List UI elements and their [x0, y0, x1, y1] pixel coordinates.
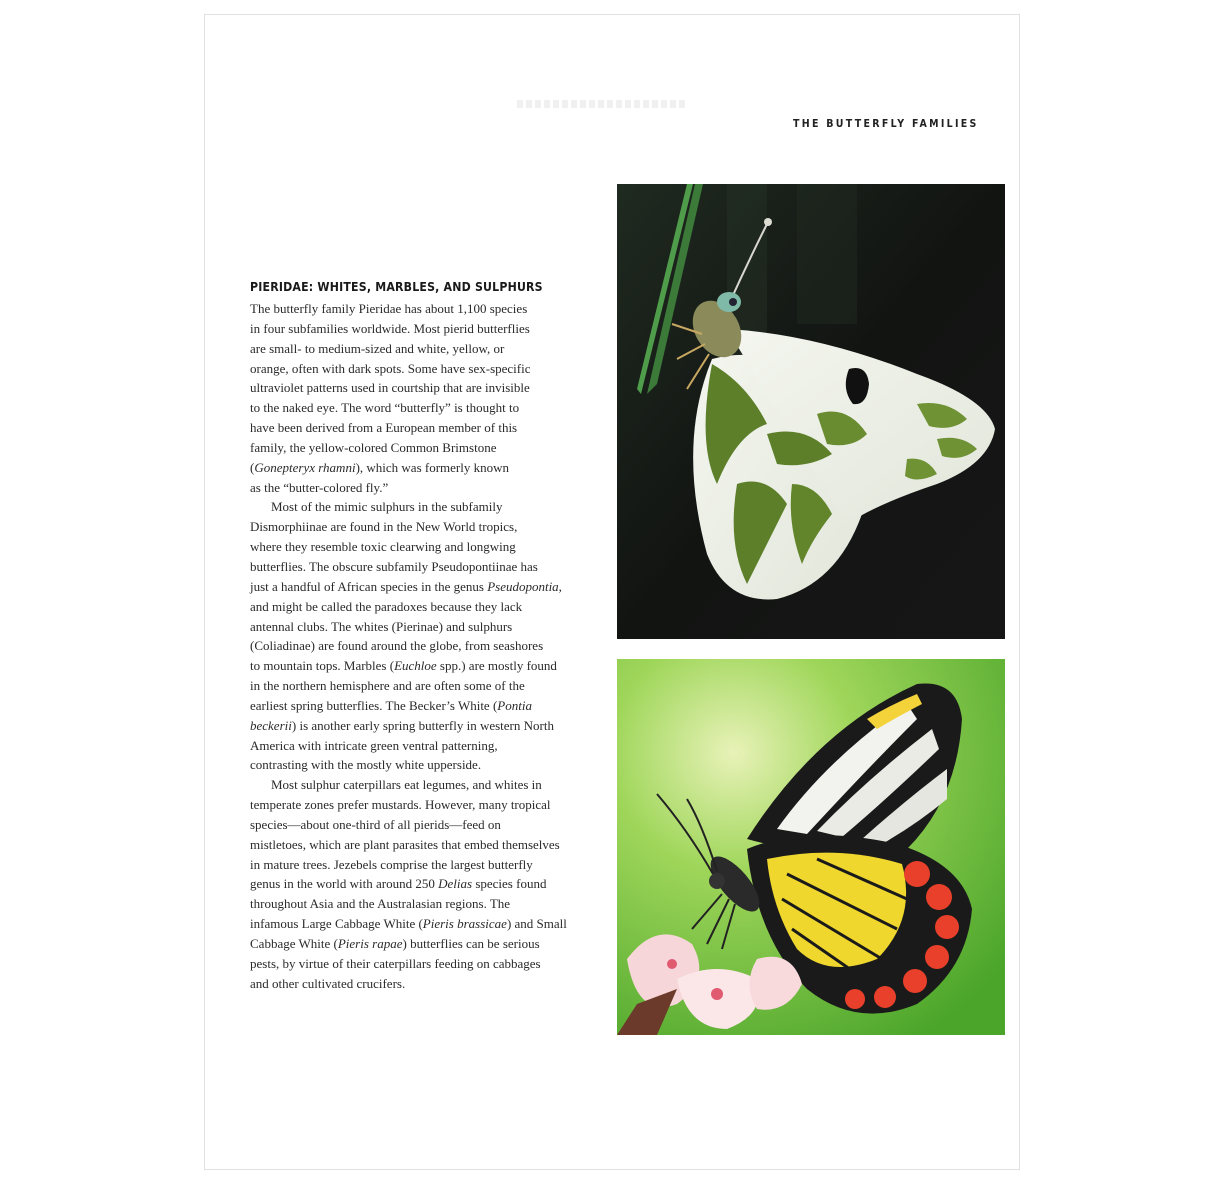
- text-run: butterflies. The obscure subfamily Pseudopontiinae has: [250, 558, 538, 574]
- section-heading: PIERIDAE: WHITES, MARBLES, AND SULPHURS: [250, 280, 543, 294]
- body-line: [250, 398, 555, 418]
- body-line: [250, 438, 555, 458]
- body-line: [250, 497, 555, 517]
- running-head: THE BUTTERFLY FAMILIES: [793, 118, 979, 130]
- text-run: America with intricate green ventral patterning,: [250, 737, 498, 753]
- body-line: [250, 617, 555, 637]
- text-run: Most sulphur caterpillars eat legumes, and whites in: [271, 777, 542, 793]
- body-line: [250, 517, 555, 537]
- text-run: just a handful of African species in the genus: [250, 578, 488, 594]
- text-run: to mountain tops. Marbles (: [250, 658, 395, 674]
- text-run: and other cultivated crucifers.: [250, 975, 406, 991]
- body-line: [250, 359, 555, 379]
- text-run: throughout Asia and the Australasian regions. The: [250, 896, 511, 912]
- body-line: [250, 954, 555, 974]
- text-run: temperate zones prefer mustards. However, many tropical: [250, 797, 551, 813]
- text-run: antennal clubs. The whites (Pierinae) and sulphurs: [250, 618, 513, 634]
- text-run: (: [250, 459, 255, 475]
- text-run: The butterfly family Pieridae has about 1,100 species: [250, 301, 528, 316]
- body-line: [250, 815, 555, 835]
- italic-term: Pieris brassicae: [422, 916, 507, 932]
- text-run: ) and Small: [506, 916, 567, 932]
- text-run: Dismorphiinae are found in the New World tropics,: [250, 519, 518, 535]
- book-page: [204, 14, 1020, 1170]
- text-run: Cabbage White (: [250, 936, 338, 951]
- body-line: [250, 339, 555, 359]
- text-run: genus in the world with around 250: [250, 876, 439, 892]
- body-line: [250, 577, 562, 597]
- body-line: [250, 319, 555, 339]
- body-line: [250, 874, 555, 894]
- body-line: [250, 636, 555, 656]
- text-run: are small- to medium-sized and white, yellow, or: [250, 340, 505, 356]
- text-run: species found: [472, 876, 547, 892]
- body-line: [250, 894, 555, 914]
- text-run: have been derived from a European member of this: [250, 420, 518, 436]
- body-line: [250, 378, 555, 398]
- body-line: [250, 716, 555, 736]
- text-run: earliest spring butterflies. The Becker’s White (: [250, 697, 498, 713]
- text-run: pests, by virtue of their caterpillars feeding on cabbages: [250, 955, 541, 971]
- body-line: [250, 974, 555, 994]
- body-line: [250, 914, 567, 934]
- body-line: [250, 775, 555, 795]
- text-run: Most of the mimic sulphurs in the subfamily: [271, 499, 503, 515]
- body-line: [250, 557, 555, 577]
- body-line: [250, 736, 555, 756]
- article: [250, 280, 567, 994]
- italic-term: Gonepteryx rhamni: [254, 459, 356, 475]
- text-run: where they resemble toxic clearwing and longwing: [250, 539, 516, 555]
- body-line: [250, 597, 555, 617]
- photo-jezebel-butterfly: [617, 659, 1005, 1035]
- text-run: orange, often with dark spots. Some have sex-specific: [250, 360, 531, 376]
- text-run: ), which was formerly known: [355, 459, 509, 475]
- text-run: spp.) are mostly found: [436, 658, 557, 674]
- body-line: [250, 696, 555, 716]
- body-line: [250, 478, 555, 498]
- text-run: as the “butter-colored fly.”: [250, 479, 389, 495]
- body-line: [250, 755, 555, 775]
- italic-term: Euchloe: [394, 658, 437, 674]
- body-line: [250, 537, 555, 557]
- text-run: ultraviolet patterns used in courtship that are invisible: [250, 380, 530, 396]
- body-line: [250, 458, 555, 478]
- body-text: [250, 299, 567, 994]
- text-run: in four subfamilies worldwide. Most pierid butterflies: [250, 320, 530, 336]
- text-run: to the naked eye. The word “butterfly” is thought to: [250, 400, 520, 416]
- italic-term: Delias: [438, 876, 473, 892]
- body-line: [250, 795, 555, 815]
- text-run: ) butterflies can be serious: [402, 936, 540, 951]
- text-run: contrasting with the mostly white upperside.: [250, 757, 482, 773]
- body-line: [250, 299, 555, 319]
- italic-term: Pontia: [497, 697, 532, 713]
- text-run: ) is another early spring butterfly in western North: [291, 717, 554, 733]
- body-line: [250, 656, 555, 676]
- text-run: mistletoes, which are plant parasites that embed themselves: [250, 836, 560, 852]
- body-line: [250, 418, 555, 438]
- jezebel-illustration: [617, 659, 1005, 1035]
- text-run: (Coliadinae) are found around the globe, from seashores: [250, 638, 544, 654]
- text-run: in mature trees. Jezebels comprise the largest butterfly: [250, 856, 533, 872]
- text-run: family, the yellow-colored Common Brimstone: [250, 439, 497, 455]
- italic-term: beckerii: [250, 717, 292, 733]
- body-line: [250, 676, 555, 696]
- body-line: [250, 855, 555, 875]
- text-run: species—about one-third of all pierids—feed on: [250, 816, 501, 832]
- italic-term: Pseudopontia,: [487, 578, 562, 594]
- text-run: infamous Large Cabbage White (: [250, 916, 423, 932]
- text-run: in the northern hemisphere and are often some of the: [250, 678, 525, 694]
- text-run: and might be called the paradoxes because they lack: [250, 598, 523, 614]
- body-line: [250, 934, 555, 954]
- beckers-white-illustration: [617, 184, 1005, 639]
- italic-term: Pieris rapae: [337, 936, 403, 951]
- body-line: [250, 835, 560, 855]
- photo-beckers-white-butterfly: [617, 184, 1005, 639]
- faint-bleed-through-text: [517, 100, 685, 108]
